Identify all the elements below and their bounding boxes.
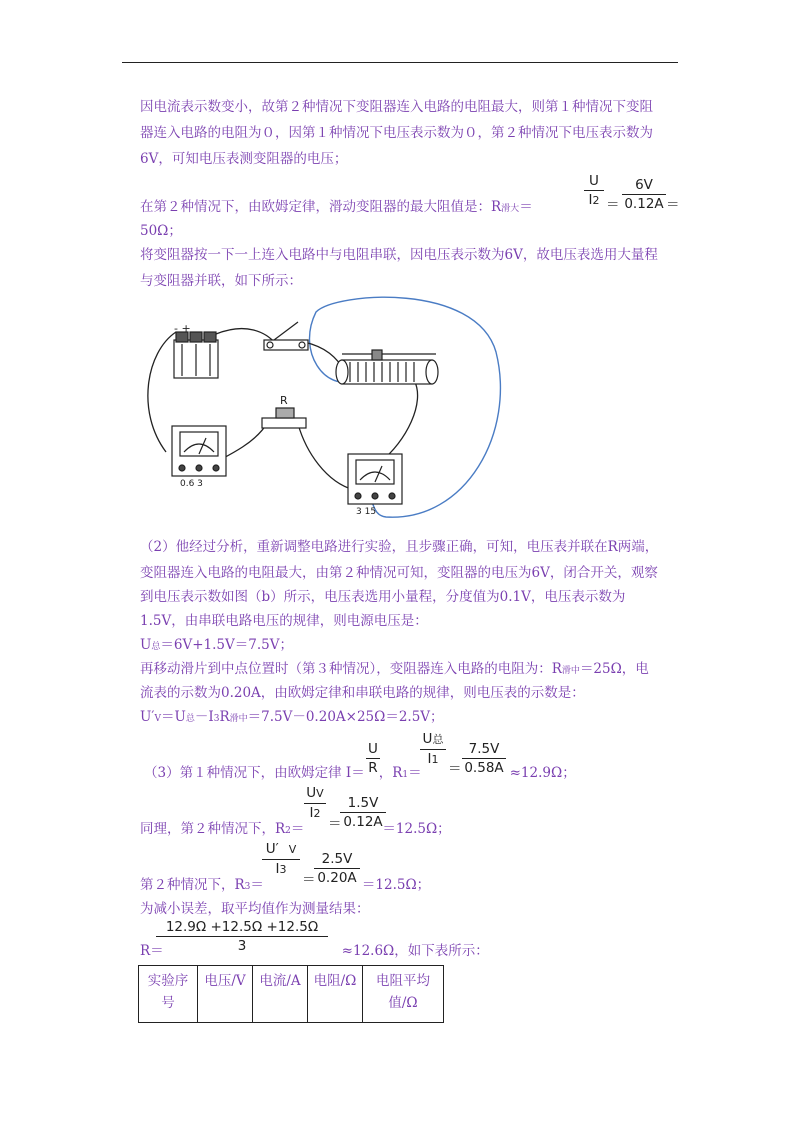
fraction-average — [156, 918, 328, 955]
text-span: （3）第１种情况下，由欧姆定律 I＝ — [144, 765, 365, 781]
text-span: ＝25Ω，电 — [579, 661, 649, 677]
text-line: 器连入电路的电阻为０，因第１种情况下电压表示数为０，第２种情况下电压表示数为 — [140, 125, 653, 141]
text-line: 流表的示数为0.20A，由欧姆定律和串联电路的规律，则电压表的示数是： — [140, 685, 585, 701]
denominator: I — [309, 805, 314, 821]
numerator: U — [368, 741, 378, 757]
text-line: （2）他经过分析，重新调整电路进行实验，且步骤正确，可知，电压表并联在R两端， — [140, 539, 659, 555]
switch — [264, 322, 308, 350]
text-span: 第２种情况下，R — [140, 877, 245, 893]
numerator: U′ — [265, 841, 279, 857]
subscript: 总 — [432, 733, 444, 746]
text-span: ＝ — [250, 877, 264, 893]
ammeter — [172, 426, 226, 476]
equals-sign: ＝ — [666, 197, 680, 213]
text-span: ＝6V+1.5V＝7.5V； — [160, 637, 293, 653]
subscript: 3 — [279, 863, 287, 876]
fraction-75v-over-058a — [462, 740, 506, 777]
resistor — [262, 408, 306, 428]
subscript: 总 — [151, 642, 161, 652]
table-header-cell: 电阻/Ω — [308, 966, 363, 1023]
subscript: 2 — [285, 826, 291, 836]
text-span: ＝ — [408, 765, 422, 781]
subscript: 3 — [213, 714, 220, 724]
voltmeter-scale: 3 15 — [356, 507, 377, 517]
subscript: V — [316, 787, 324, 800]
numerator: U — [422, 731, 433, 747]
text-line: 与变阻器并联，如下所示： — [140, 273, 302, 289]
denominator: 0.58A — [464, 760, 504, 776]
fraction-uprimev-over-i3 — [262, 840, 300, 879]
text-span: ＝12.5Ω； — [361, 877, 431, 893]
equals-sign: ＝ — [448, 761, 462, 777]
denominator: R — [368, 760, 378, 776]
table-header-cell: 电流/A — [253, 966, 308, 1023]
ammeter-scale: 0.6 3 — [180, 479, 203, 489]
text-line: 为减小误差，取平均值作为测量结果： — [140, 901, 370, 917]
subscript: V — [154, 714, 161, 724]
text-line: 6V，可知电压表测变阻器的电压； — [140, 151, 348, 167]
text-span: 再移动滑片到中点位置时（第３种情况），变阻器连入电路的电阻为：R — [140, 661, 562, 677]
subscript: 2 — [592, 194, 600, 207]
fraction-uv-over-i2 — [304, 784, 326, 823]
denominator: 3 — [237, 938, 247, 954]
results-table — [138, 965, 444, 1023]
circuit-diagram — [136, 292, 516, 522]
denominator: 0.12A — [343, 814, 383, 830]
rheostat — [336, 350, 438, 384]
numerator: 1.5V — [347, 795, 379, 811]
text-span: ，R — [378, 765, 403, 781]
subscript: 1 — [431, 753, 439, 766]
subscript: 滑大 — [501, 204, 520, 214]
table-header-cell: 电压/V — [198, 966, 253, 1023]
subscript: 1 — [402, 770, 409, 780]
fraction-15v-over-012a — [340, 794, 386, 831]
subscript: 总 — [185, 714, 195, 724]
numerator: 2.5V — [321, 851, 353, 867]
denominator: I — [427, 751, 432, 767]
battery-signs: - + — [174, 322, 191, 335]
subscript: 3 — [244, 882, 251, 892]
table-header-row — [139, 966, 444, 1023]
numerator: 7.5V — [468, 741, 500, 757]
numerator: U — [589, 173, 599, 189]
numerator: 6V — [635, 177, 653, 193]
text-span: U′ — [140, 709, 155, 725]
equals-sign: ＝ — [302, 872, 316, 888]
denominator: 0.20A — [317, 870, 357, 886]
fraction-u-over-r — [366, 740, 380, 777]
table-header-cell: 电阻平均值/Ω — [363, 966, 444, 1023]
text-span: U — [140, 637, 152, 653]
text-span: ＝ — [519, 199, 533, 215]
text-line — [144, 760, 684, 788]
text-line: 变阻器连入电路的电阻最大，由第２种情况可知，变阻器的电压为6V，闭合开关，观察 — [140, 565, 658, 581]
header-rule — [122, 62, 678, 63]
text-span: ＝ — [290, 821, 305, 837]
numerator: 12.9Ω +12.5Ω +12.5Ω — [165, 919, 319, 935]
text-span: ≈12.9Ω； — [509, 765, 576, 781]
text-line: 到电压表示数如图（b）所示，电压表选用小量程，分度值为0.1V，电压表示数为 — [140, 589, 626, 605]
table-header-cell: 实验序号 — [139, 966, 198, 1023]
text-span: 在第２种情况下，由欧姆定律，滑动变阻器的最大阻值是：R — [140, 199, 502, 215]
text-line: 50Ω； — [140, 223, 182, 239]
equals-sign: ＝ — [606, 197, 620, 213]
text-line: 将变阻器按一下一上连入电路中与电阻串联，因电压表示数为6V，故电压表选用大量程 — [140, 247, 658, 263]
subscript: V — [288, 843, 297, 856]
text-span: R＝ — [140, 943, 164, 959]
fraction-u-over-i2 — [584, 172, 604, 210]
resistor-label: R — [280, 394, 288, 407]
text-span: R — [219, 709, 230, 725]
text-line: 因电流表示数变小，故第２种情况下变阻器连入电路的电阻最大，则第１种情况下变阻 — [140, 99, 653, 115]
subscript: 滑中 — [561, 666, 580, 676]
denominator: I — [588, 192, 593, 208]
denominator: I — [275, 861, 280, 877]
fraction-utotal-over-i1 — [420, 730, 446, 769]
text-span: ≈12.6Ω，如下表所示： — [341, 943, 489, 959]
text-span: ＝7.5V－0.20A×25Ω＝2.5V； — [247, 709, 444, 725]
numerator: U — [306, 785, 317, 801]
voltmeter — [348, 454, 402, 504]
denominator: 0.12A — [624, 196, 664, 212]
wire-blue — [310, 297, 501, 517]
text-span: ＝12.5Ω； — [382, 821, 451, 837]
text-span: ＝U — [160, 709, 186, 725]
subscript: 滑中 — [229, 714, 248, 724]
text-line — [140, 816, 680, 844]
fraction-6v-over-012a — [622, 176, 666, 213]
fraction-25v-over-020a — [314, 850, 360, 887]
text-span: －I — [194, 709, 214, 725]
text-span: 同理，第２种情况下，R — [140, 821, 286, 837]
text-line: 1.5V，由串联电路电压的规律，则电源电压是： — [140, 613, 428, 629]
text-line — [140, 704, 680, 732]
battery-pack — [174, 332, 218, 378]
subscript: 2 — [313, 807, 321, 820]
equals-sign: ＝ — [328, 816, 342, 832]
